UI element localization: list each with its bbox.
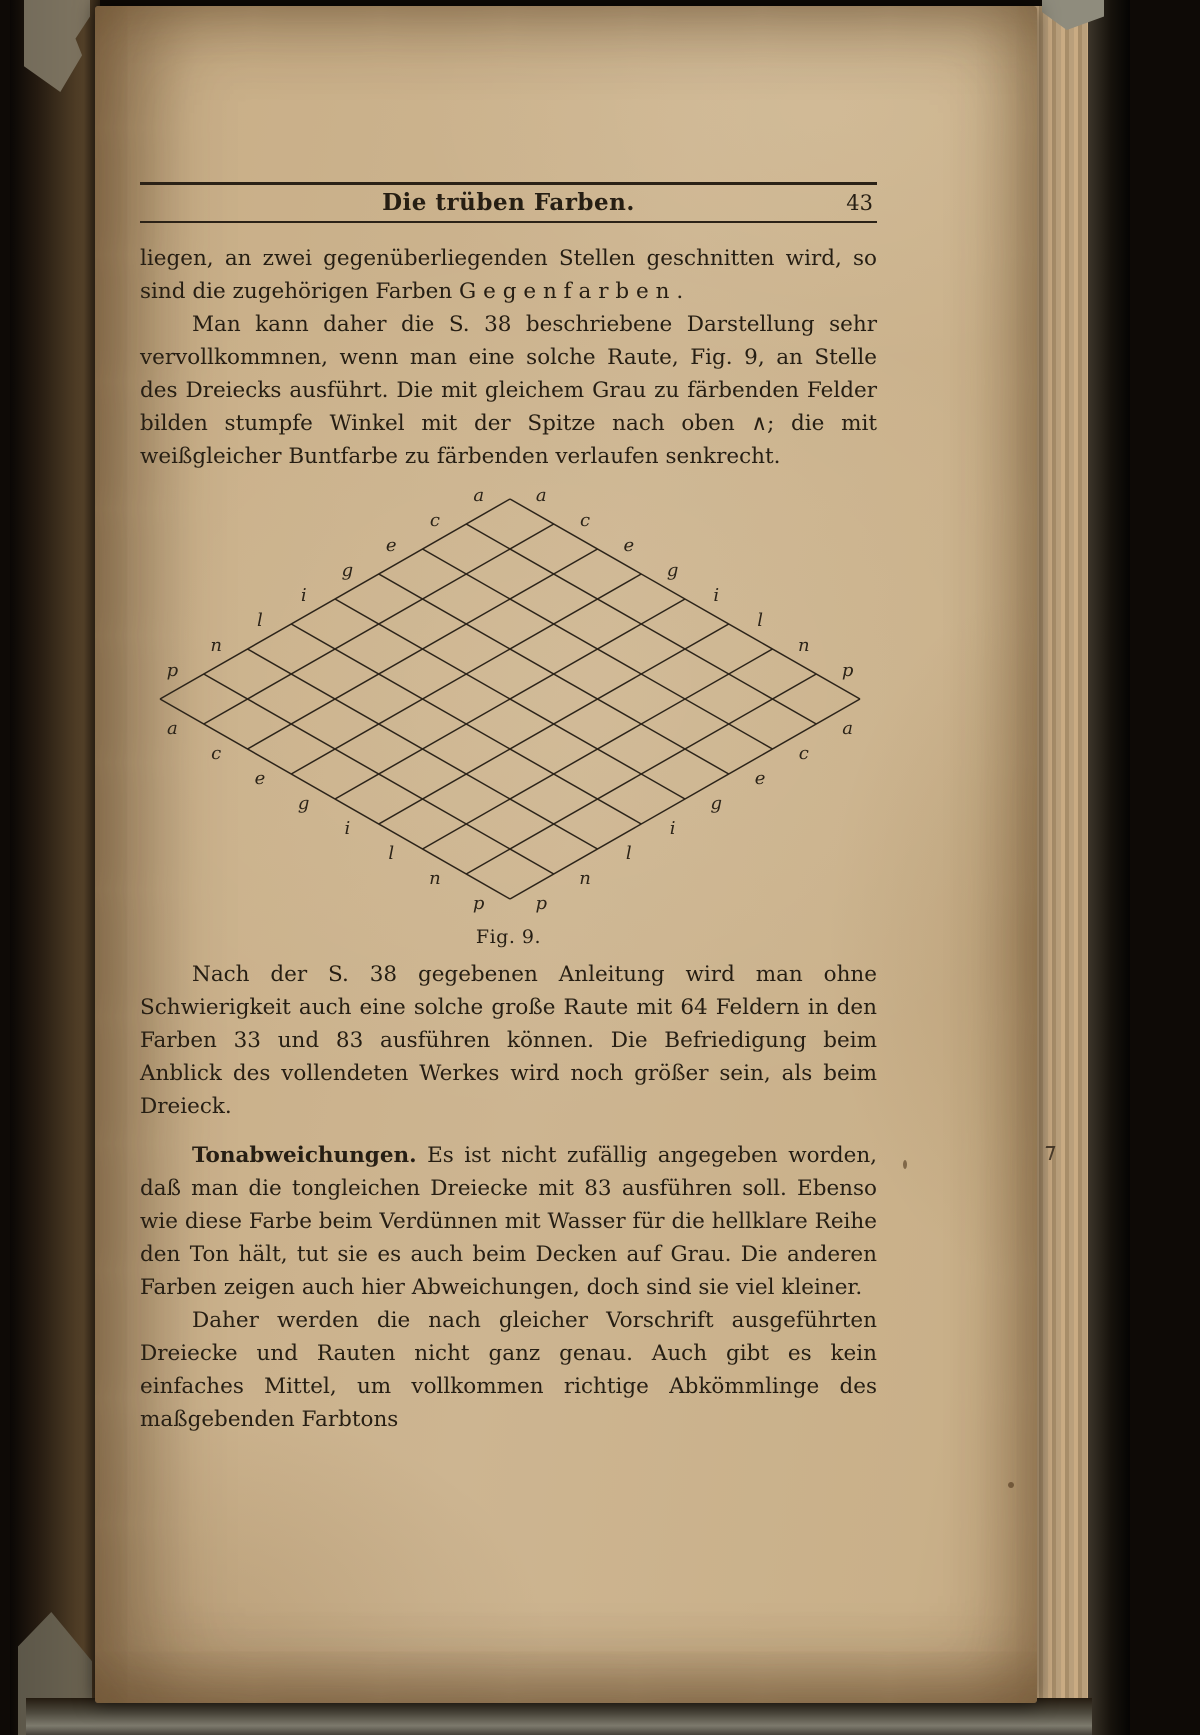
paragraph-4-heading: Tonabweichungen. [192,1143,417,1168]
paragraph-1 [140,242,877,308]
book-spine [10,0,100,1735]
grid-edge-label: i [713,585,720,606]
grid-edge-label: n [210,635,222,656]
grid-edge-label: e [385,535,397,556]
cover-right-edge [1088,0,1130,1735]
grid-edge-label: l [388,843,395,864]
grid-edge-label: a [167,718,178,739]
paragraph-4 [140,1139,877,1304]
grid-edge-label: l [625,843,632,864]
grid-edge-label: g [297,793,310,814]
grid-edge-label: c [429,510,440,531]
grid-edge-label: n [798,635,810,656]
paragraph-2: Man kann daher die S. 38 beschriebene Darstellung sehr vervollkommnen, wenn man eine solche Raute, Fig. 9, an Stelle des Dreiecks ausführt. Die mit gleichem Grau zu färbenden Felder bilden stumpfe Winkel mit der Spitze nach oben ∧; die mit weißgleicher Buntfarbe zu färbenden verlaufen senkrecht. [140,312,877,469]
paper-speck [903,1160,907,1169]
cover-bottom-edge [26,1698,1092,1735]
grid-edge-label: e [254,768,266,789]
grid-edge-label: c [580,510,591,531]
header-rule-bottom [140,221,877,224]
grid-edge-label: c [211,743,222,764]
paper-speck [1008,1482,1014,1488]
paragraph-4-text: Es ist nicht zufällig angegeben worden, daß man die tongleichen Dreiecke mit 83 ausführen soll. Ebenso wie diese Farbe beim Verdünnen mit Wasser für die hellklare Reihe den Ton hält, tut sie es auch beim Decken auf Grau. Die anderen Farben zeigen auch hier Abweichungen, doch sind sie viel kleiner. [140,1143,877,1300]
grid-edge-label: l [257,610,263,631]
grid-edge-label: g [666,560,679,581]
letterspaced-term: Gegenfarben [459,279,677,304]
figure-9 [140,479,877,954]
grid-edge-label: g [341,560,354,581]
paragraph-3: Nach der S. 38 gegebenen Anleitung wird man ohne Schwierigkeit auch eine solche große Raute mit 64 Feldern in den Farben 33 und 83 ausführen können. Die Befriedigung beim Anblick des vollendeten Werkes wird noch größer sein, als beim Dreieck. [140,962,877,1119]
grid-edge-label: p [535,893,548,914]
grid-edge-label: p [166,660,179,681]
rhombus-grid-figure [140,479,880,919]
running-title: Die trüben Farben. [382,189,635,216]
grid-edge-label: l [757,610,763,631]
grid-edge-label: p [841,660,854,681]
page-body [140,242,877,1436]
grid-edge-label: a [842,718,853,739]
paragraph-5: Daher werden die nach gleicher Vorschrift ausgeführten Dreiecke und Rauten nicht ganz genau. Auch gibt es kein einfaches Mittel, um vollkommen richtige Abkömmlinge des maßgebenden Farbtons [140,1308,877,1432]
grid-edge-label: n [429,868,441,889]
grid-edge-label: a [473,485,485,506]
header-row [140,185,877,221]
running-header [140,182,877,223]
grid-edge-label: i [344,818,351,839]
grid-edge-label: c [798,743,809,764]
page-stack-fore-edge [1030,6,1090,1706]
grid-edge-label: g [710,793,723,814]
paragraph-1-end: . [676,279,684,304]
grid-edge-label: i [669,818,676,839]
grid-edge-label: a [535,485,547,506]
grid-edge-label: e [623,535,635,556]
grid-edge-label: i [300,585,307,606]
grid-edge-label: n [579,868,591,889]
grid-edge-label: e [754,768,766,789]
figure-caption: Fig. 9. [475,926,542,948]
page-number: 43 [846,190,873,215]
grid-edge-label: p [472,893,485,914]
book-page [95,6,1037,1703]
paragraph-1-text: liegen, an zwei gegenüberliegenden Stellen geschnitten wird, so sind die zugehörigen Farben [140,246,877,304]
